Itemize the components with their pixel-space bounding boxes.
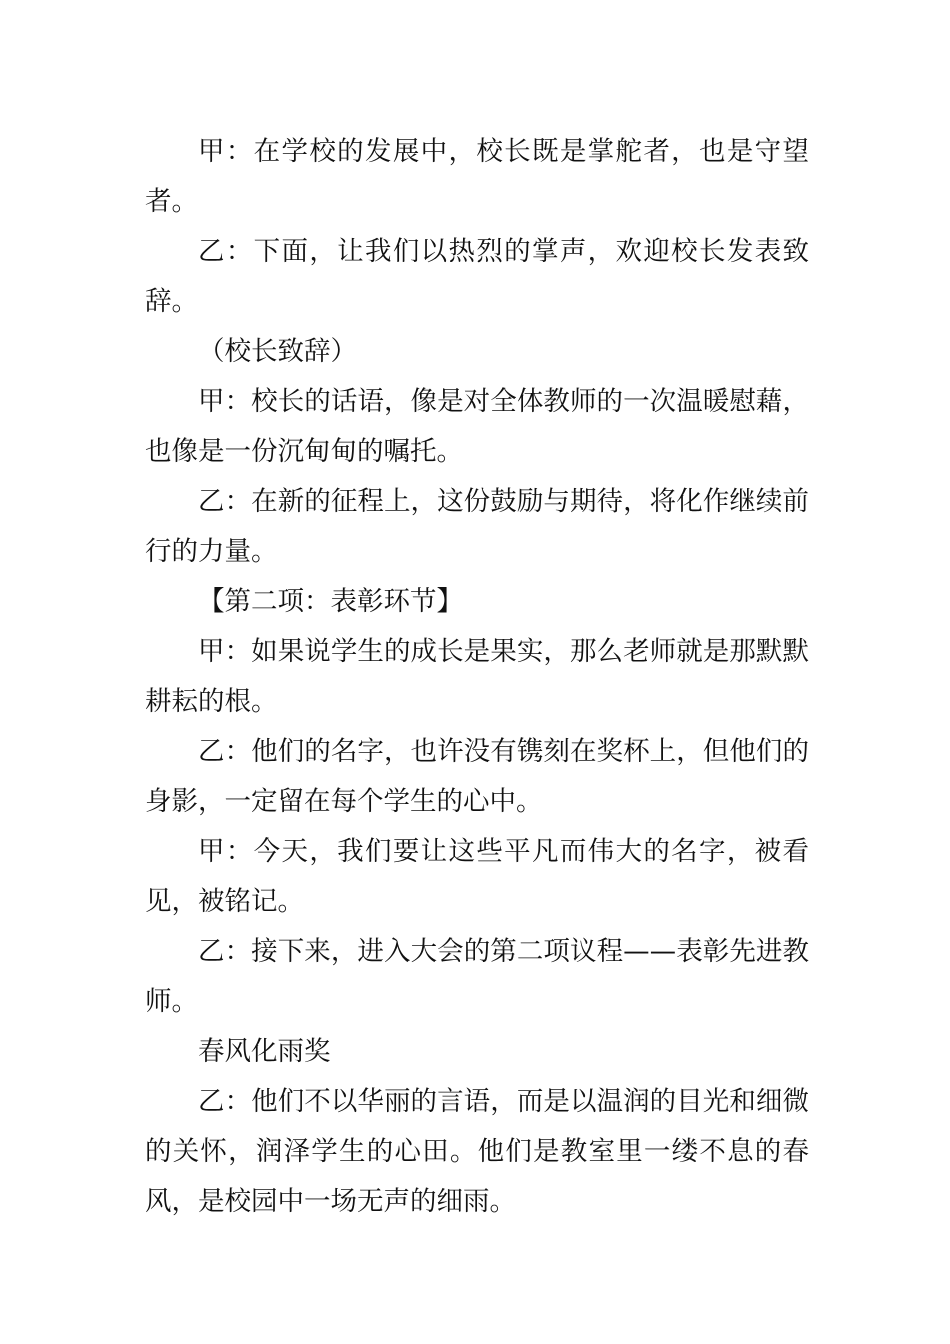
dialogue-paragraph: 乙：下面，让我们以热烈的掌声，欢迎校长发表致辞。 [145, 236, 809, 317]
dialogue-paragraph: 乙：在新的征程上，这份鼓励与期待，将化作继续前行的力量。 [145, 486, 809, 567]
dialogue-paragraph: 乙：他们的名字，也许没有镌刻在奖杯上，但他们的身影，一定留在每个学生的心中。 [145, 736, 809, 817]
section-heading: 【第二项：表彰环节】 [198, 586, 463, 617]
dialogue-paragraph: 甲：如果说学生的成长是果实，那么老师就是那默默耕耘的根。 [145, 636, 809, 717]
dialogue-paragraph: 乙：他们不以华丽的言语，而是以温润的目光和细微的关怀，润泽学生的心田。他们是教室里一缕不息的春风，是校园中一场无声的细雨。 [145, 1086, 809, 1217]
stage-direction: （校长致辞） [198, 336, 357, 367]
dialogue-paragraph: 甲：校长的话语，像是对全体教师的一次温暖慰藉，也像是一份沉甸甸的嘱托。 [145, 386, 809, 467]
document-body [145, 127, 809, 1227]
dialogue-paragraph: 甲：在学校的发展中，校长既是掌舵者，也是守望者。 [145, 136, 809, 217]
dialogue-paragraph: 乙：接下来，进入大会的第二项议程——表彰先进教师。 [145, 936, 809, 1017]
award-title: 春风化雨奖 [198, 1036, 331, 1067]
dialogue-paragraph: 甲：今天，我们要让这些平凡而伟大的名字，被看见，被铭记。 [145, 836, 809, 917]
